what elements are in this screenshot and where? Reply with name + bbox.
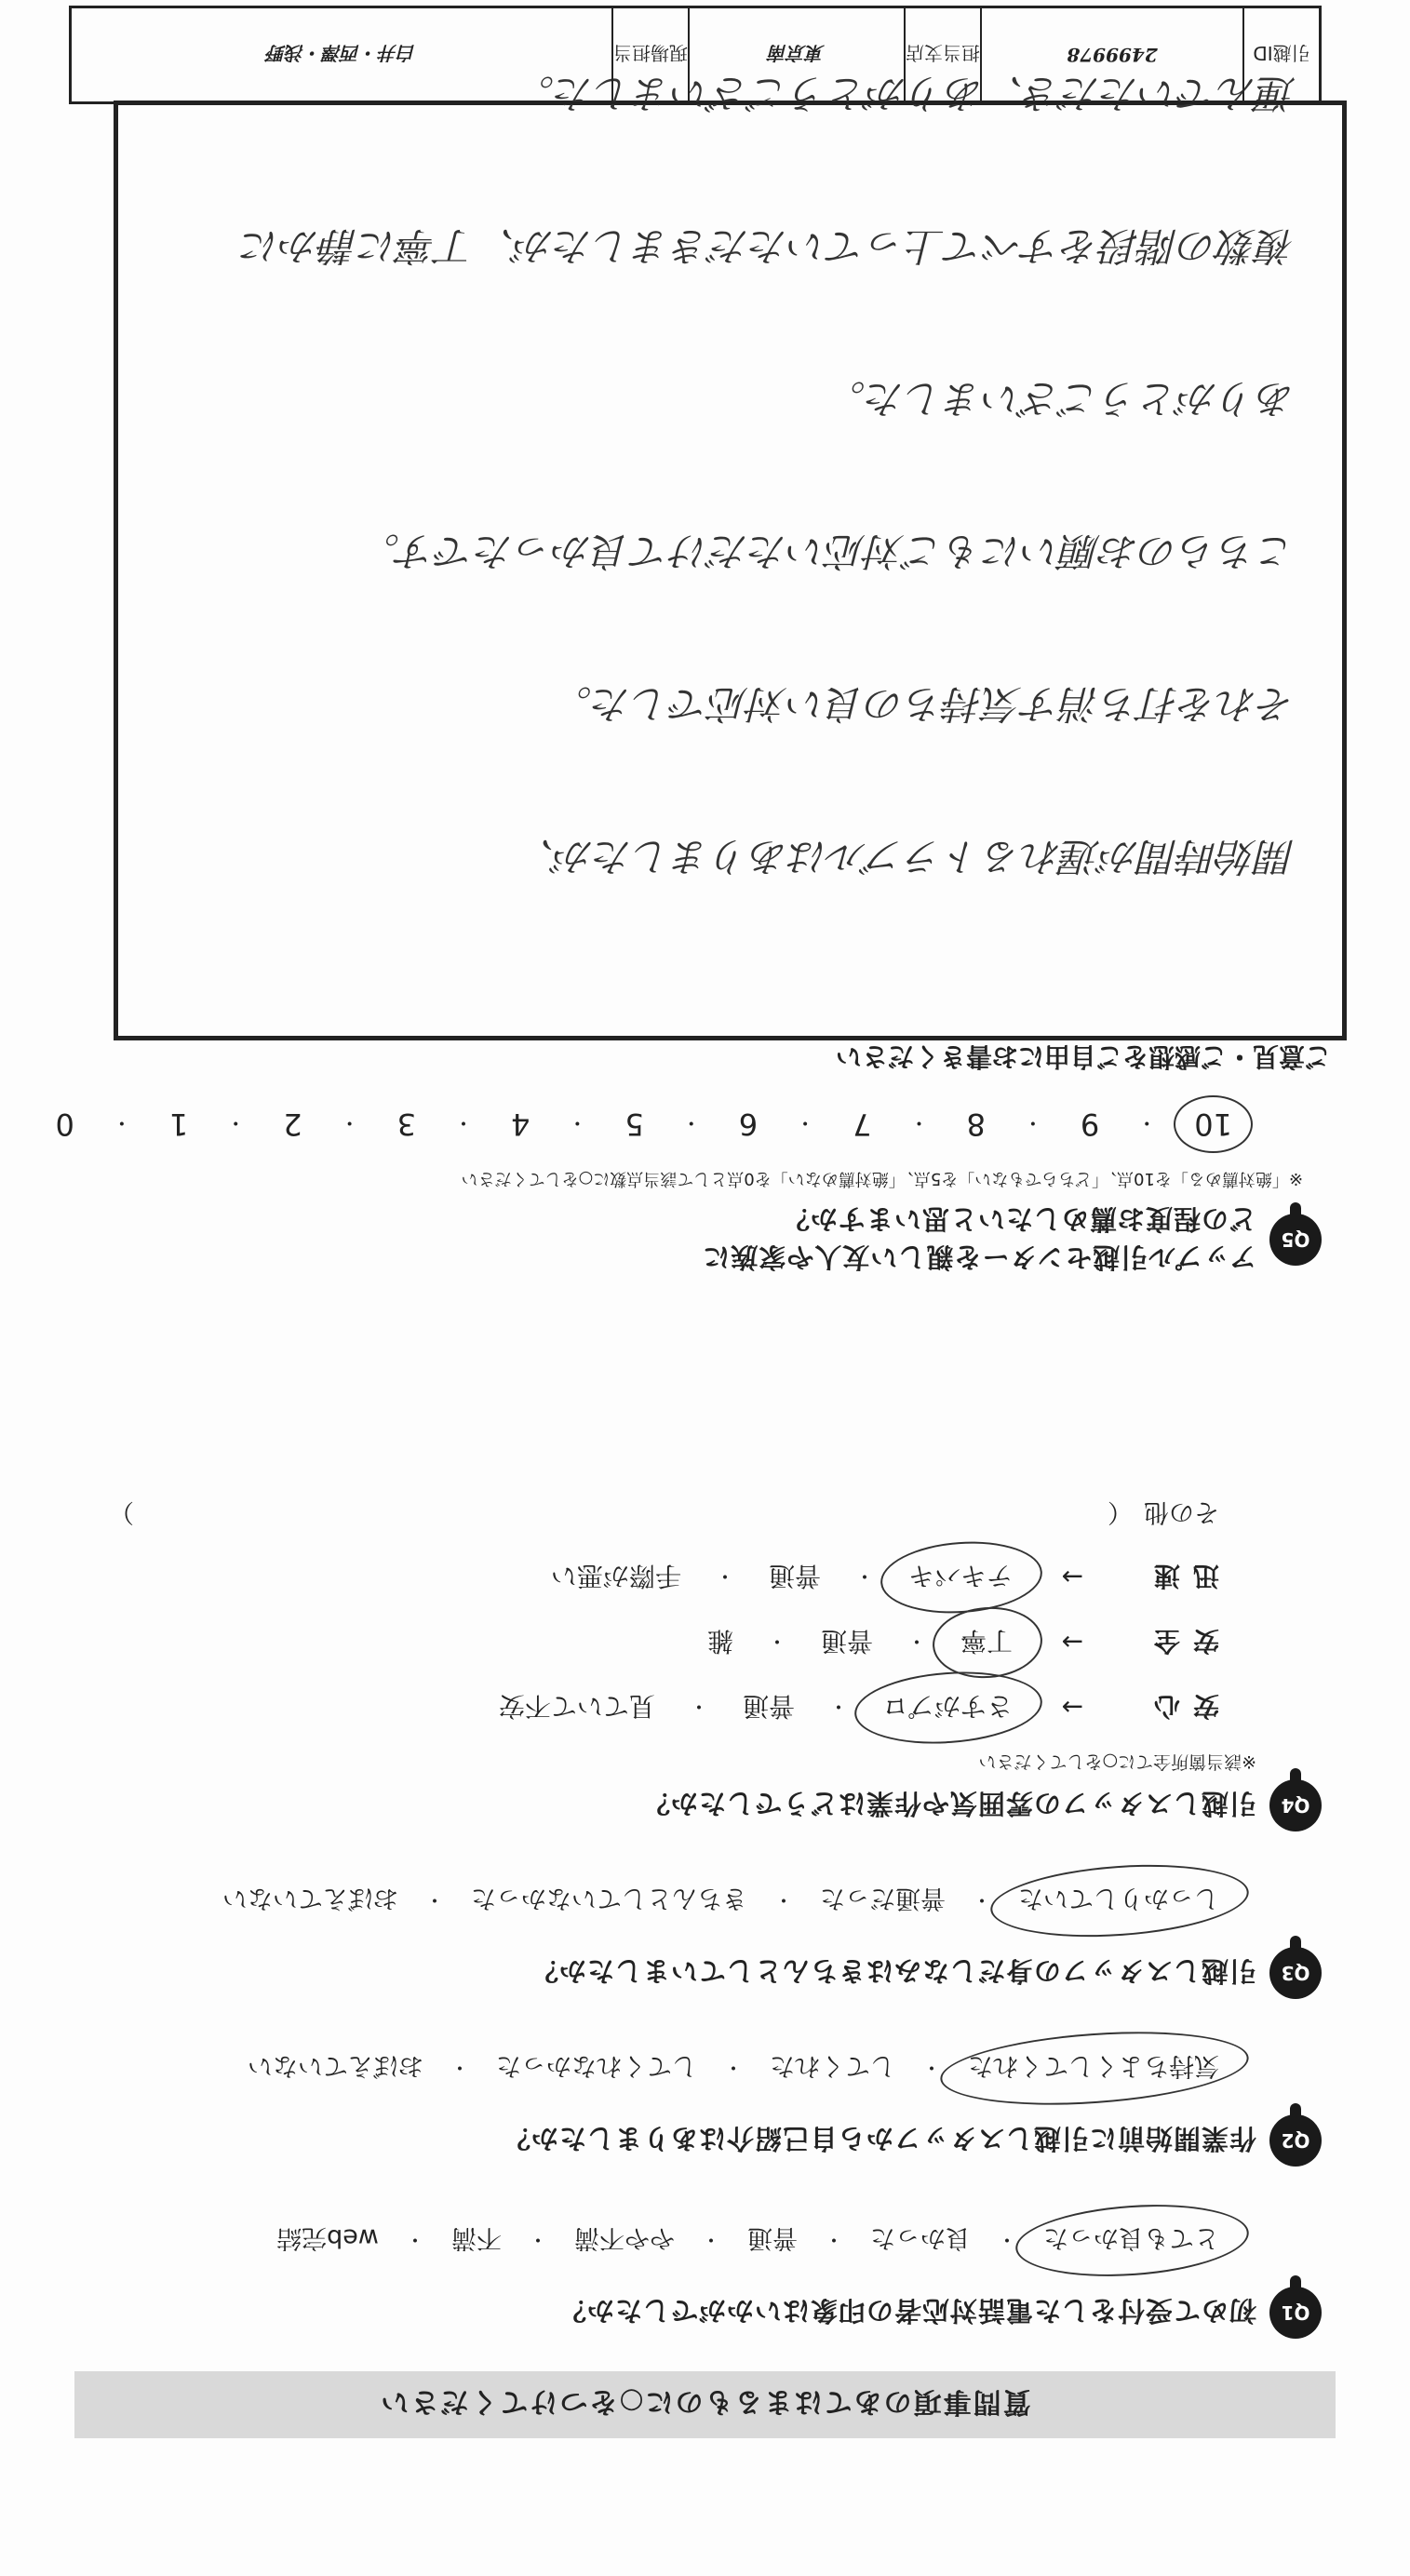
comment-line: それを打ち消す気持ちの良い対応でした。 <box>552 681 1296 727</box>
q5-score[interactable]: 3 <box>396 1107 417 1142</box>
q5-scale: 10 ・ 9 ・ 8 ・ 7 ・ 6 ・ 5 ・ 4 ・ 3 ・ 2 ・ 1 ・ 0 <box>56 1107 1238 1142</box>
q1-text: 初めて受付をした電話対応者の印象はいかがでしたか？ <box>557 2295 1256 2328</box>
q4-option-selected[interactable]: 丁寧 <box>951 1620 1022 1665</box>
q2-option[interactable]: おぼえていない <box>247 2051 423 2080</box>
q4-option-selected[interactable]: テキパキ <box>899 1555 1022 1600</box>
q5-text-line2: どの程度お薦めしたいと思いますか？ <box>781 1203 1256 1235</box>
q4-row-label: 安心 <box>1140 1691 1219 1722</box>
comments-box[interactable] <box>114 71 1347 1072</box>
q5-score[interactable]: 9 <box>1080 1107 1100 1142</box>
q4-row-label: 迅速 <box>1140 1561 1219 1591</box>
q4-option[interactable]: 雑 <box>706 1626 733 1657</box>
question-2: Q2 作業開始前に引越しスタッフから自己紹介はありましたか？ 気持ちよくしてくれた ・ してくれた ・ してくれなかった ・ おぼえていない <box>56 2046 1322 2167</box>
q1-badge: Q1 <box>1269 2287 1322 2339</box>
q5-badge: Q5 <box>1269 1214 1322 1266</box>
comment-line: 開始時間が遅れるトラブルはありましたが、 <box>515 834 1296 879</box>
leader-value: 白井・西澤・浅野 <box>267 42 416 65</box>
q4-other <box>56 1496 1219 1533</box>
q3-option[interactable]: きちんとしていなかった <box>470 1884 747 1912</box>
q4-option-selected[interactable]: さすがプロ <box>873 1685 1022 1730</box>
q1-option[interactable]: 不満 <box>450 2223 502 2252</box>
close-paren: ） <box>109 1497 134 1526</box>
comment-line: ありがとうございました。 <box>826 376 1296 422</box>
q4-other-field[interactable] <box>109 1496 1133 1533</box>
q4-text: 引越しスタッフの雰囲気や作業はどうでしたか？ <box>641 1788 1256 1820</box>
q3-text: 引越しスタッフの身だしなみはきちんとしていましたか？ <box>530 1955 1256 1988</box>
comments-handwriting <box>155 0 1296 971</box>
q3-badge: Q3 <box>1269 1947 1322 1999</box>
q2-badge: Q2 <box>1269 2114 1322 2167</box>
q4-option[interactable]: 普通 <box>768 1561 821 1591</box>
q5-score[interactable]: 5 <box>624 1107 644 1142</box>
q3-option-selected[interactable]: しっかりしていた <box>1009 1879 1229 1923</box>
q3-option[interactable]: おぼえていない <box>222 1884 398 1912</box>
q4-option[interactable]: 見ていて不安 <box>498 1691 655 1722</box>
q4-note: ※該当箇所全てに○をしてください <box>978 1751 1256 1772</box>
q2-option[interactable]: してくれた <box>769 2051 895 2080</box>
instruction-text: 質問事項のあてはまるものに○をつけてください <box>379 2385 1031 2418</box>
q4-other-label: その他 <box>1144 1497 1219 1526</box>
question-5 <box>56 1107 1322 1278</box>
id-value: 2499978 <box>980 8 1242 101</box>
q4-row-anshin: 安心 → さすがプロ ・ 普通 ・ 見ていて不安 <box>56 1685 1219 1730</box>
instruction-banner <box>74 2371 1336 2438</box>
question-3: Q3 引越しスタッフの身だしなみはきちんとしていましたか？ しっかりしていた ・ 普通だった ・ きちんとしていなかった ・ おぼえていない <box>56 1879 1322 1999</box>
arrow-icon: → <box>1061 1692 1083 1724</box>
q4-option[interactable]: 手際が悪い <box>550 1561 681 1591</box>
q1-option[interactable]: web完結 <box>276 2223 379 2252</box>
arrow-icon: → <box>1061 1627 1083 1658</box>
arrow-icon: → <box>1061 1562 1083 1593</box>
branch-label: 担当支店 <box>904 8 980 101</box>
q5-score[interactable]: 4 <box>511 1107 530 1142</box>
q1-option-selected[interactable]: とても良かった <box>1034 2219 1229 2262</box>
q1-option[interactable]: 普通 <box>746 2223 798 2252</box>
q1-option[interactable]: 良かった <box>869 2223 971 2252</box>
q4-option[interactable]: 普通 <box>820 1626 873 1657</box>
q5-text-line1: アップル引越センターを親しい友人や家族に <box>702 1241 1256 1273</box>
q3-option[interactable]: 普通だった <box>819 1884 946 1912</box>
open-paren: （ <box>1108 1497 1133 1526</box>
q1-option[interactable]: やや不満 <box>573 2223 675 2252</box>
comment-line: 複数の階段をすべて上っていただきましたが、丁寧に静かに <box>240 223 1296 269</box>
q5-score[interactable]: 0 <box>55 1107 74 1142</box>
q5-score[interactable]: 2 <box>283 1107 302 1142</box>
q5-score[interactable]: 8 <box>966 1107 986 1142</box>
q5-score[interactable]: 1 <box>168 1107 189 1142</box>
q4-option[interactable]: 普通 <box>742 1691 795 1722</box>
q5-score[interactable]: 6 <box>738 1107 759 1142</box>
comments-title: ご意見・ご感想をご自由にお書きください <box>835 1041 1331 1072</box>
comment-line: 運んでいただき、ありがとうございました。 <box>515 71 1296 116</box>
q2-text: 作業開始前に引越しスタッフから自己紹介はありましたか？ <box>502 2123 1256 2155</box>
q4-row-label: 安全 <box>1140 1626 1219 1657</box>
q4-row-jinsoku: 迅速 → テキパキ ・ 普通 ・ 手際が悪い <box>56 1555 1219 1600</box>
leader-label: 現場担当 <box>611 8 688 101</box>
q5-score[interactable]: 7 <box>853 1107 872 1142</box>
question-1: Q1 初めて受付をした電話対応者の印象はいかがでしたか？ とても良かった ・ 良かった ・ 普通 ・ やや不満 ・ 不満 ・ web完結 <box>56 2219 1322 2339</box>
q4-row-anzen: 安全 → 丁寧 ・ 普通 ・ 雑 <box>56 1620 1219 1665</box>
question-4 <box>56 1496 1322 1831</box>
q2-option[interactable]: してくれなかった <box>495 2051 697 2080</box>
q4-badge: Q4 <box>1269 1779 1322 1831</box>
q2-option-selected[interactable]: 気持ちよくしてくれた <box>959 2046 1229 2090</box>
branch-value: 東京南 <box>688 8 904 101</box>
id-bar <box>69 6 1322 104</box>
q5-note: ※「絶対薦める」を10点、「どちらでもない」を5点、「絶対薦めない」を0点として該当点数に○をしてください <box>461 1169 1303 1188</box>
id-label: 引越ID <box>1242 8 1319 101</box>
q5-score-selected[interactable]: 10 <box>1188 1107 1238 1142</box>
comment-line: こちらのお願いにもご対応いただけて良かったです。 <box>360 529 1296 574</box>
